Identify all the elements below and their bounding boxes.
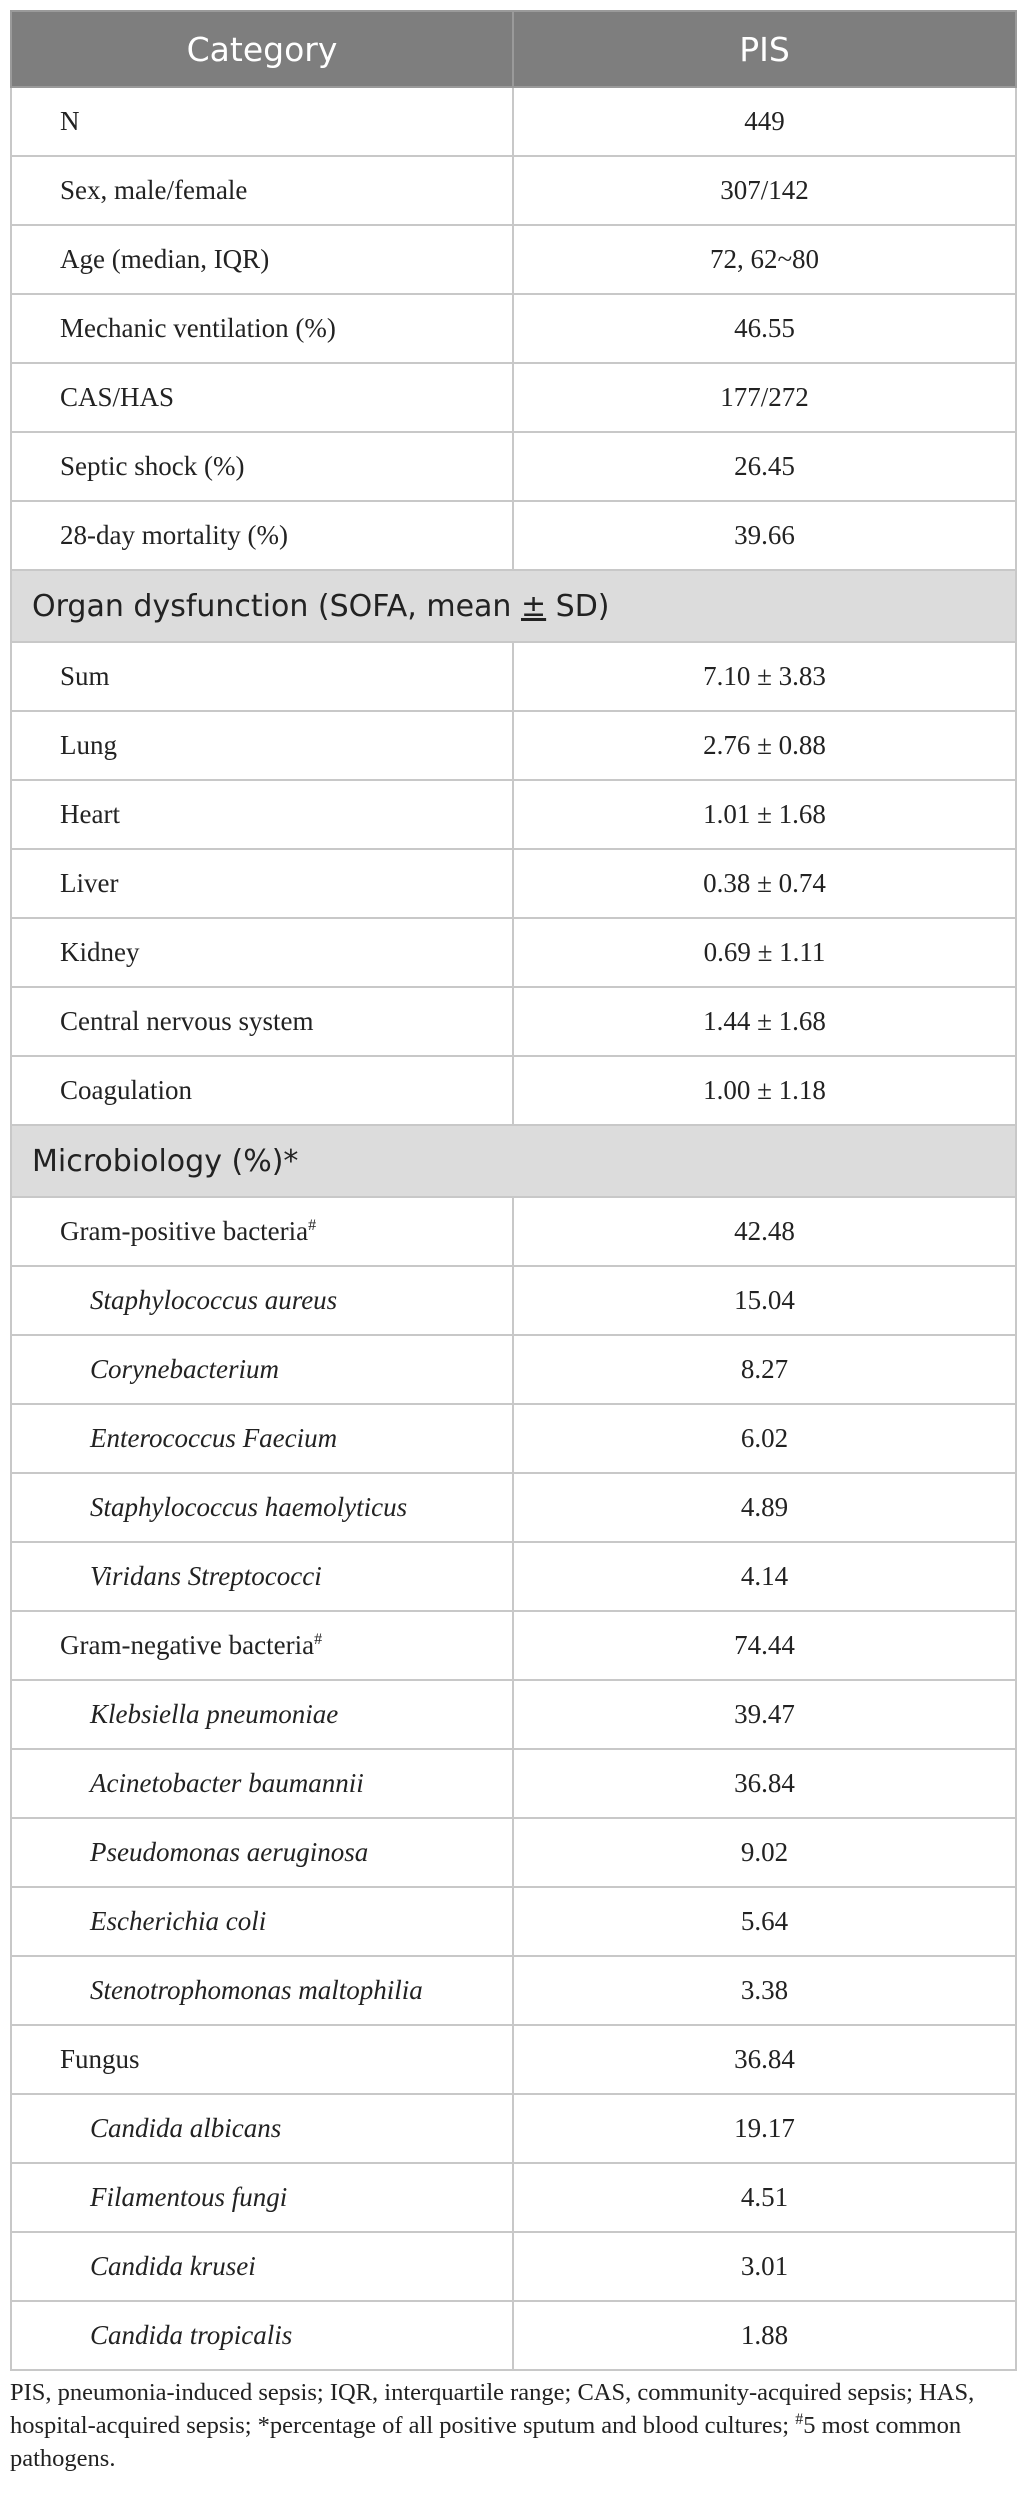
row-value: 4.89 (513, 1473, 1016, 1542)
row-value: 1.44 ± 1.68 (513, 987, 1016, 1056)
row-label: Viridans Streptococci (11, 1542, 513, 1611)
row-label: Central nervous system (11, 987, 513, 1056)
footnote-text-end: 5 most common pathogens. (10, 2412, 962, 2472)
row-value: 19.17 (513, 2094, 1016, 2163)
row-label: Klebsiella pneumoniae (11, 1680, 513, 1749)
row-value: 39.47 (513, 1680, 1016, 1749)
table-row (11, 1749, 1016, 1818)
table-header-row (11, 11, 1016, 87)
row-value: 36.84 (513, 2025, 1016, 2094)
row-label: Kidney (11, 918, 513, 987)
row-value: 0.38 ± 0.74 (513, 849, 1016, 918)
row-value: 3.01 (513, 2232, 1016, 2301)
header-category: Category (11, 11, 513, 87)
table-row (11, 2301, 1016, 2370)
row-value: 36.84 (513, 1749, 1016, 1818)
row-label: Liver (11, 849, 513, 918)
table-row (11, 1473, 1016, 1542)
row-value: 177/272 (513, 363, 1016, 432)
table-row (11, 501, 1016, 570)
row-label: Lung (11, 711, 513, 780)
row-value: 449 (513, 87, 1016, 156)
table-row (11, 294, 1016, 363)
row-label: Staphylococcus haemolyticus (11, 1473, 513, 1542)
table-row (11, 1335, 1016, 1404)
row-label (11, 1611, 513, 1680)
row-label: Escherichia coli (11, 1887, 513, 1956)
table-row (11, 87, 1016, 156)
row-label: Filamentous fungi (11, 2163, 513, 2232)
section-title-main: Organ dysfunction (SOFA, mean (32, 588, 521, 624)
header-pis: PIS (513, 11, 1016, 87)
row-value: 2.76 ± 0.88 (513, 711, 1016, 780)
row-label: Age (median, IQR) (11, 225, 513, 294)
row-label (11, 1197, 513, 1266)
row-label: Heart (11, 780, 513, 849)
row-value: 1.01 ± 1.68 (513, 780, 1016, 849)
footnote-mark: # (314, 1631, 323, 1648)
table-row-group (11, 2025, 1016, 2094)
table-row (11, 1056, 1016, 1125)
row-value: 1.00 ± 1.18 (513, 1056, 1016, 1125)
table-row (11, 918, 1016, 987)
table-footnote (10, 2376, 1015, 2475)
table-row (11, 1887, 1016, 1956)
table-row (11, 363, 1016, 432)
row-value: 15.04 (513, 1266, 1016, 1335)
row-label: Sex, male/female (11, 156, 513, 225)
table-row (11, 1404, 1016, 1473)
table-row (11, 432, 1016, 501)
row-value: 9.02 (513, 1818, 1016, 1887)
row-label: Staphylococcus aureus (11, 1266, 513, 1335)
group-label: Gram-positive bacteria (60, 1216, 309, 1246)
row-label: Coagulation (11, 1056, 513, 1125)
row-value: 8.27 (513, 1335, 1016, 1404)
row-label: Candida tropicalis (11, 2301, 513, 2370)
group-label: Gram-negative bacteria (60, 1630, 315, 1660)
row-label: Sum (11, 642, 513, 711)
section-title: Microbiology (%)* (11, 1125, 1016, 1197)
section-title-end: SD) (546, 588, 610, 624)
table-row (11, 987, 1016, 1056)
table-row-group (11, 1611, 1016, 1680)
table-body (11, 87, 1016, 2370)
row-value: 26.45 (513, 432, 1016, 501)
row-value: 0.69 ± 1.11 (513, 918, 1016, 987)
row-label: CAS/HAS (11, 363, 513, 432)
row-label: Stenotrophomonas maltophilia (11, 1956, 513, 2025)
table-row (11, 2163, 1016, 2232)
footnote-text: PIS, pneumonia-induced sepsis; IQR, interquartile range; CAS, community-acquired sepsis; HAS, hospital-acquired sepsis; *percentage of all positive sputum and blood cultures; (10, 2379, 975, 2439)
table-row (11, 780, 1016, 849)
row-value: 72, 62~80 (513, 225, 1016, 294)
data-table-container (10, 10, 1015, 2371)
row-label: Acinetobacter baumannii (11, 1749, 513, 1818)
row-value: 5.64 (513, 1887, 1016, 1956)
row-label: N (11, 87, 513, 156)
table-row (11, 1680, 1016, 1749)
table-row (11, 1266, 1016, 1335)
section-header-organ (11, 570, 1016, 642)
row-label: Pseudomonas aeruginosa (11, 1818, 513, 1887)
row-value: 3.38 (513, 1956, 1016, 2025)
table-row (11, 849, 1016, 918)
row-label: Septic shock (%) (11, 432, 513, 501)
row-label: 28-day mortality (%) (11, 501, 513, 570)
row-value: 7.10 ± 3.83 (513, 642, 1016, 711)
table-row-group (11, 1197, 1016, 1266)
row-value: 42.48 (513, 1197, 1016, 1266)
row-value: 4.51 (513, 2163, 1016, 2232)
table-row (11, 1956, 1016, 2025)
section-title (11, 570, 1016, 642)
footnote-mark: # (795, 2410, 804, 2428)
plus-minus-symbol: ± (520, 588, 547, 624)
patient-characteristics-table (10, 10, 1017, 2371)
row-value: 4.14 (513, 1542, 1016, 1611)
row-label: Corynebacterium (11, 1335, 513, 1404)
row-value: 1.88 (513, 2301, 1016, 2370)
row-label: Candida albicans (11, 2094, 513, 2163)
section-header-microbiology (11, 1125, 1016, 1197)
footnote-mark: # (308, 1217, 317, 1234)
row-value: 307/142 (513, 156, 1016, 225)
table-row (11, 2094, 1016, 2163)
row-label: Fungus (11, 2025, 513, 2094)
table-row (11, 711, 1016, 780)
row-label: Candida krusei (11, 2232, 513, 2301)
row-value: 39.66 (513, 501, 1016, 570)
table-row (11, 1818, 1016, 1887)
row-value: 74.44 (513, 1611, 1016, 1680)
table-row (11, 156, 1016, 225)
row-value: 6.02 (513, 1404, 1016, 1473)
row-label: Enterococcus Faecium (11, 1404, 513, 1473)
row-value: 46.55 (513, 294, 1016, 363)
table-row (11, 642, 1016, 711)
table-row (11, 1542, 1016, 1611)
table-row (11, 225, 1016, 294)
table-row (11, 2232, 1016, 2301)
row-label: Mechanic ventilation (%) (11, 294, 513, 363)
